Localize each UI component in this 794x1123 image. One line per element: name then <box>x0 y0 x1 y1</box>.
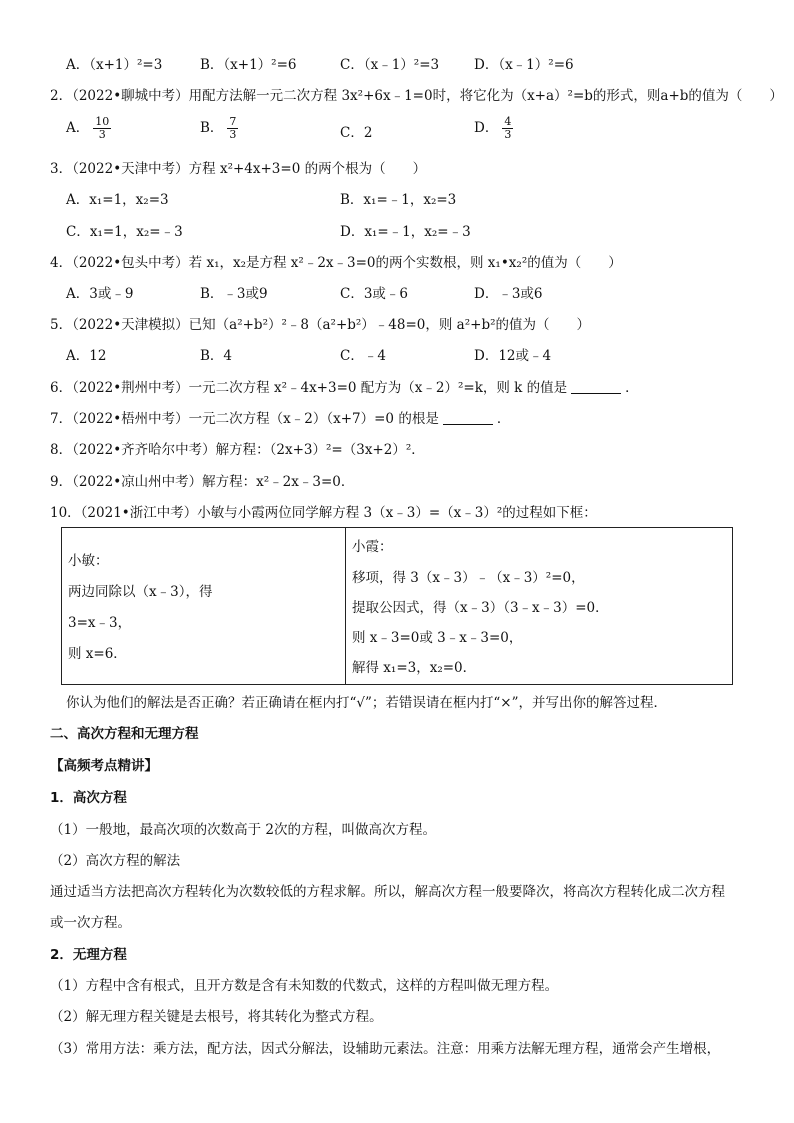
q2-option-d: D． $\frac{4}{3}$ <box>474 115 512 141</box>
paragraph: （1）方程中含有根式，且开方数是含有未知数的代数式，这样的方程叫做无理方程。 <box>50 978 559 994</box>
xiaoxia-line: 则 x﹣3=0或 3﹣x﹣3=0， <box>352 630 523 646</box>
q2-option-a: A． $\frac{10}{3}$ <box>66 115 110 141</box>
q5-option-a: A．12 <box>66 348 107 364</box>
q5-option-b: B．4 <box>200 348 233 364</box>
xiaoxia-line: 移项，得 3（x﹣3）﹣（x﹣3）²=0， <box>352 570 585 586</box>
paragraph: （2）解无理方程关键是去根号，将其转化为整式方程。 <box>50 1009 383 1025</box>
q10-question: 你认为他们的解法是否正确？若正确请在框内打“√”；若错误请在框内打“×”，并写出你的解答过程． <box>66 695 668 711</box>
xiaomin-cell[interactable] <box>62 528 346 684</box>
q2-option-c: C．2 <box>340 125 373 141</box>
q10-stem: 10．（2021•浙江中考）小敏与小霞两位同学解方程 3（x﹣3）=（x﹣3）²的过程如下框： <box>50 505 597 521</box>
fraction: $\frac{4}{3}$ <box>504 115 512 141</box>
answer-blank[interactable] <box>443 412 493 425</box>
xiaoxia-line: 提取公因式，得（x﹣3）（3﹣x﹣3）=0． <box>352 600 609 616</box>
q7-stem: 7．（2022•梧州中考）一元二次方程（x﹣2）（x+7）=0 的根是 ． <box>50 411 511 427</box>
q4-stem: 4．（2022•包头中考）若 x₁，x₂是方程 x²﹣2x﹣3=0的两个实数根，则 x₁•x₂²的值为（ ） <box>50 255 622 271</box>
q3-option-c: C．x₁=1，x₂=﹣3 <box>66 224 183 240</box>
xiaomin-line: 两边同除以（x﹣3），得 <box>68 584 213 600</box>
solution-comparison-table <box>61 527 733 685</box>
q4-option-a: A．3或﹣9 <box>66 286 134 302</box>
q4-option-b: B．﹣3或9 <box>200 286 268 302</box>
q2-stem: 2．（2022•聊城中考）用配方法解一元二次方程 3x²+6x﹣1=0时，将它化为（x+a）²=b的形式，则a+b的值为（ ） <box>50 88 783 104</box>
heading-irrational: 2．无理方程 <box>50 947 127 963</box>
paragraph: （3）常用方法：乘方法，配方法，因式分解法，设辅助元素法。注意：用乘方法解无理方程，通常会产生增根， <box>50 1041 721 1057</box>
q1-option-d: D．（x﹣1）²=6 <box>474 57 574 73</box>
paragraph: 通过适当方法把高次方程转化为次数较低的方程求解。所以，解高次方程一般要降次，将高次方程转化成二次方程 <box>50 884 725 900</box>
section-title: 二、高次方程和无理方程 <box>50 726 199 742</box>
fraction: $\frac{7}{3}$ <box>229 115 237 141</box>
heading-high-degree: 1．高次方程 <box>50 790 127 806</box>
q3-option-d: D．x₁=﹣1，x₂=﹣3 <box>340 224 471 240</box>
xiaoxia-line: 小霞： <box>352 539 393 555</box>
q1-option-a: A．（x+1）²=3 <box>66 57 163 73</box>
xiaomin-line: 3=x﹣3， <box>68 615 132 631</box>
xiaomin-line: 则 x=6． <box>68 646 127 662</box>
q4-option-d: D．﹣3或6 <box>474 286 543 302</box>
q2-option-b: B． $\frac{7}{3}$ <box>200 115 237 141</box>
paragraph: 或一次方程。 <box>50 915 131 931</box>
fraction: $\frac{10}{3}$ <box>95 115 110 141</box>
xiaoxia-cell[interactable] <box>346 528 732 684</box>
answer-blank[interactable] <box>571 381 621 394</box>
paragraph: （2）高次方程的解法 <box>50 853 181 869</box>
q3-stem: 3．（2022•天津中考）方程 x²+4x+3=0 的两个根为（ ） <box>50 161 427 177</box>
q1-option-b: B．（x+1）²=6 <box>200 57 297 73</box>
q4-option-c: C．3或﹣6 <box>340 286 409 302</box>
q5-option-c: C．﹣4 <box>340 348 386 364</box>
paragraph: （1）一般地，最高次项的次数高于 2次的方程，叫做高次方程。 <box>50 822 436 838</box>
xiaoxia-line: 解得 x₁=3，x₂=0． <box>352 660 477 676</box>
xiaomin-line: 小敏： <box>68 553 109 569</box>
q3-option-a: A．x₁=1，x₂=3 <box>66 192 169 208</box>
q5-stem: 5．（2022•天津模拟）已知（a²+b²）²﹣8（a²+b²）﹣48=0，则 a²+b²的值为（ ） <box>50 317 591 333</box>
q8-stem: 8．（2022•齐齐哈尔中考）解方程：（2x+3）²=（3x+2）²． <box>50 442 425 458</box>
section-subtitle: 【高频考点精讲】 <box>50 758 158 774</box>
q3-option-b: B．x₁=﹣1，x₂=3 <box>340 192 457 208</box>
q5-option-d: D．12或﹣4 <box>474 348 552 364</box>
q1-option-c: C．（x﹣1）²=3 <box>340 57 440 73</box>
q9-stem: 9．（2022•凉山州中考）解方程：x²﹣2x﹣3=0． <box>50 474 355 490</box>
q6-stem: 6．（2022•荆州中考）一元二次方程 x²﹣4x+3=0 配方为（x﹣2）²=k，则 k 的值是 ． <box>50 380 639 396</box>
